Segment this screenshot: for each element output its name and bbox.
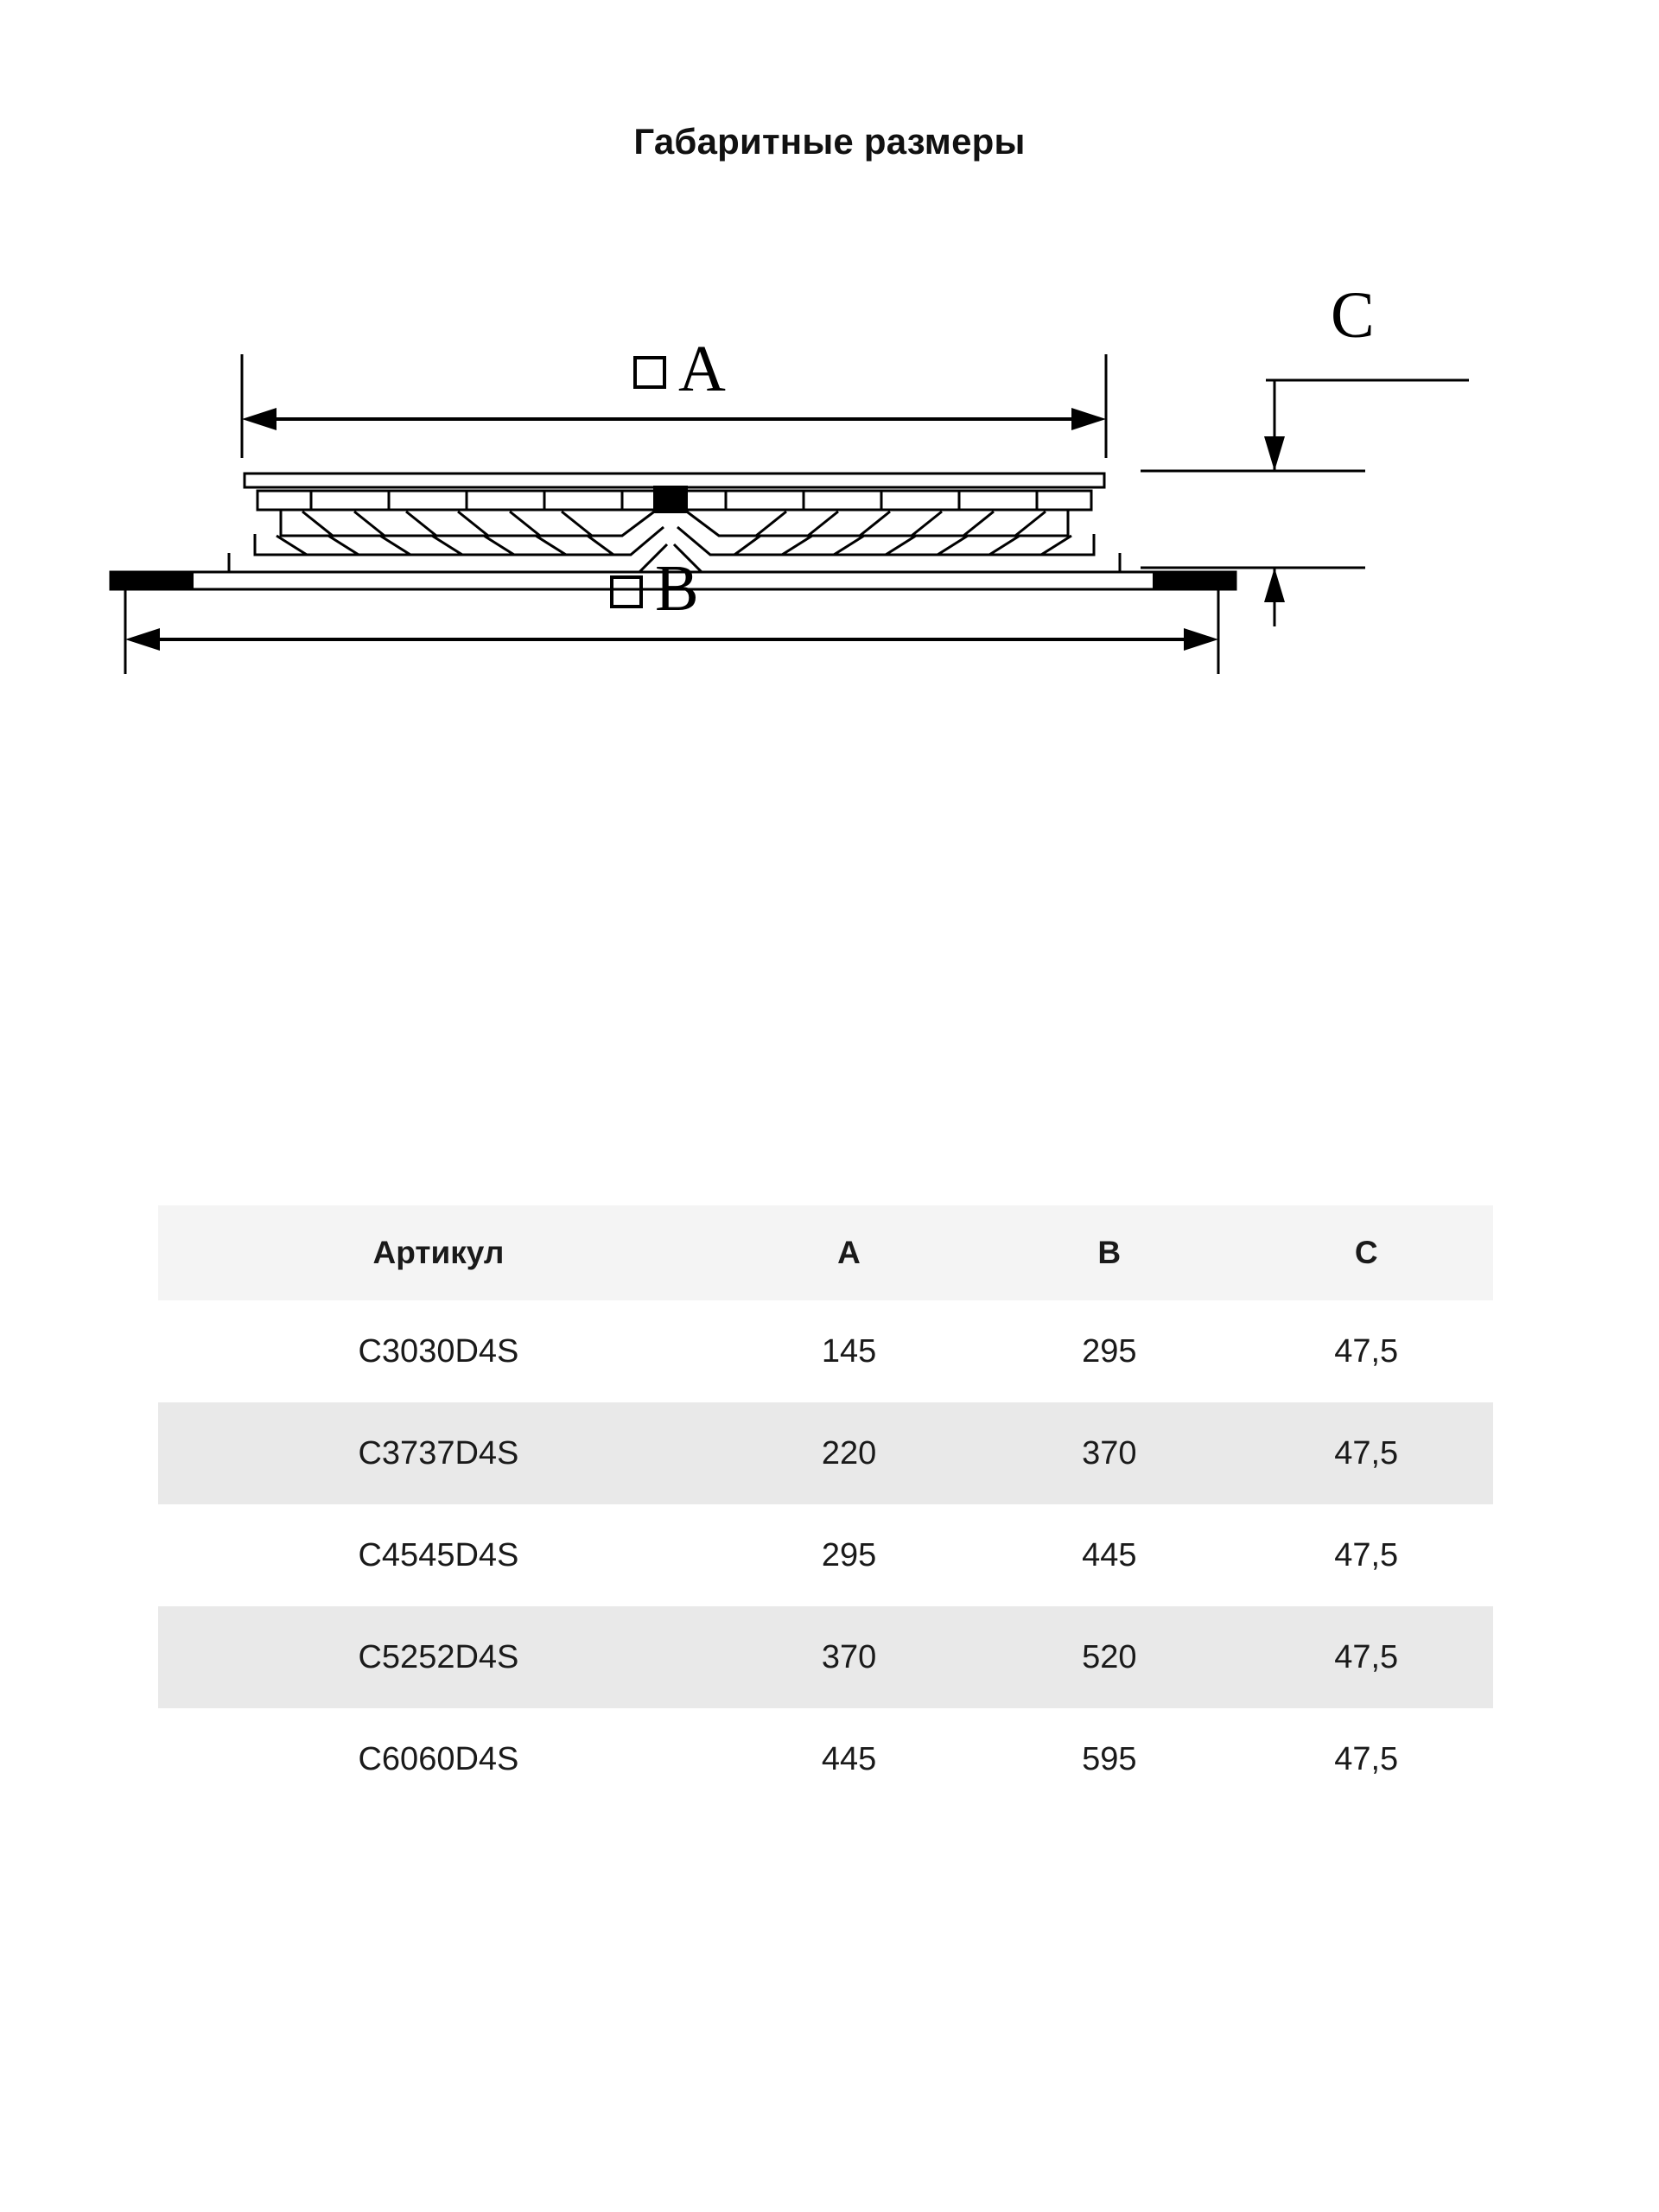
svg-text:C: C [1331,279,1375,352]
label-a [635,333,726,405]
label-c [1331,279,1375,352]
cell-a: 445 [821,1740,877,1777]
cell-c: 47,5 [1334,1536,1399,1573]
cell-article: C6060D4S [358,1740,519,1777]
dimension-drawing [104,279,1573,959]
column-header-article: Артикул [158,1205,719,1300]
cell-c: 47,5 [1334,1638,1399,1675]
cell-b: 445 [1082,1536,1137,1573]
table-row [158,1708,1493,1810]
cell-b: 370 [1082,1434,1137,1471]
dimensions-table-wrapper [158,1205,1493,1810]
table-header [158,1205,1493,1300]
cell-c: 47,5 [1334,1740,1399,1777]
cell-b: 595 [1082,1740,1137,1777]
cell-article: C5252D4S [358,1638,519,1675]
cell-a: 370 [821,1638,877,1675]
dimension-a-group [242,354,1106,458]
cell-a: 220 [821,1434,877,1471]
svg-text:B: B [655,552,699,625]
column-header-a: A [719,1205,979,1300]
cell-article: C4545D4S [358,1536,519,1573]
cell-article: C3737D4S [358,1434,519,1471]
dimensions-table [158,1205,1493,1810]
cell-c: 47,5 [1334,1332,1399,1370]
cell-b: 295 [1082,1332,1137,1370]
table-row [158,1504,1493,1606]
cell-article: C3030D4S [358,1332,519,1370]
column-header-b: B [979,1205,1239,1300]
page-title: Габаритные размеры [633,121,1026,162]
table-row [158,1606,1493,1708]
cell-c: 47,5 [1334,1434,1399,1471]
column-header-c: C [1239,1205,1493,1300]
cell-a: 295 [821,1536,877,1573]
svg-text:A: A [678,333,726,405]
table-row [158,1300,1493,1402]
cell-b: 520 [1082,1638,1137,1675]
cell-a: 145 [821,1332,877,1370]
table-header-row [158,1205,1493,1300]
table-body [158,1300,1493,1810]
table-row [158,1402,1493,1504]
diffuser-cross-section-svg [104,279,1573,959]
